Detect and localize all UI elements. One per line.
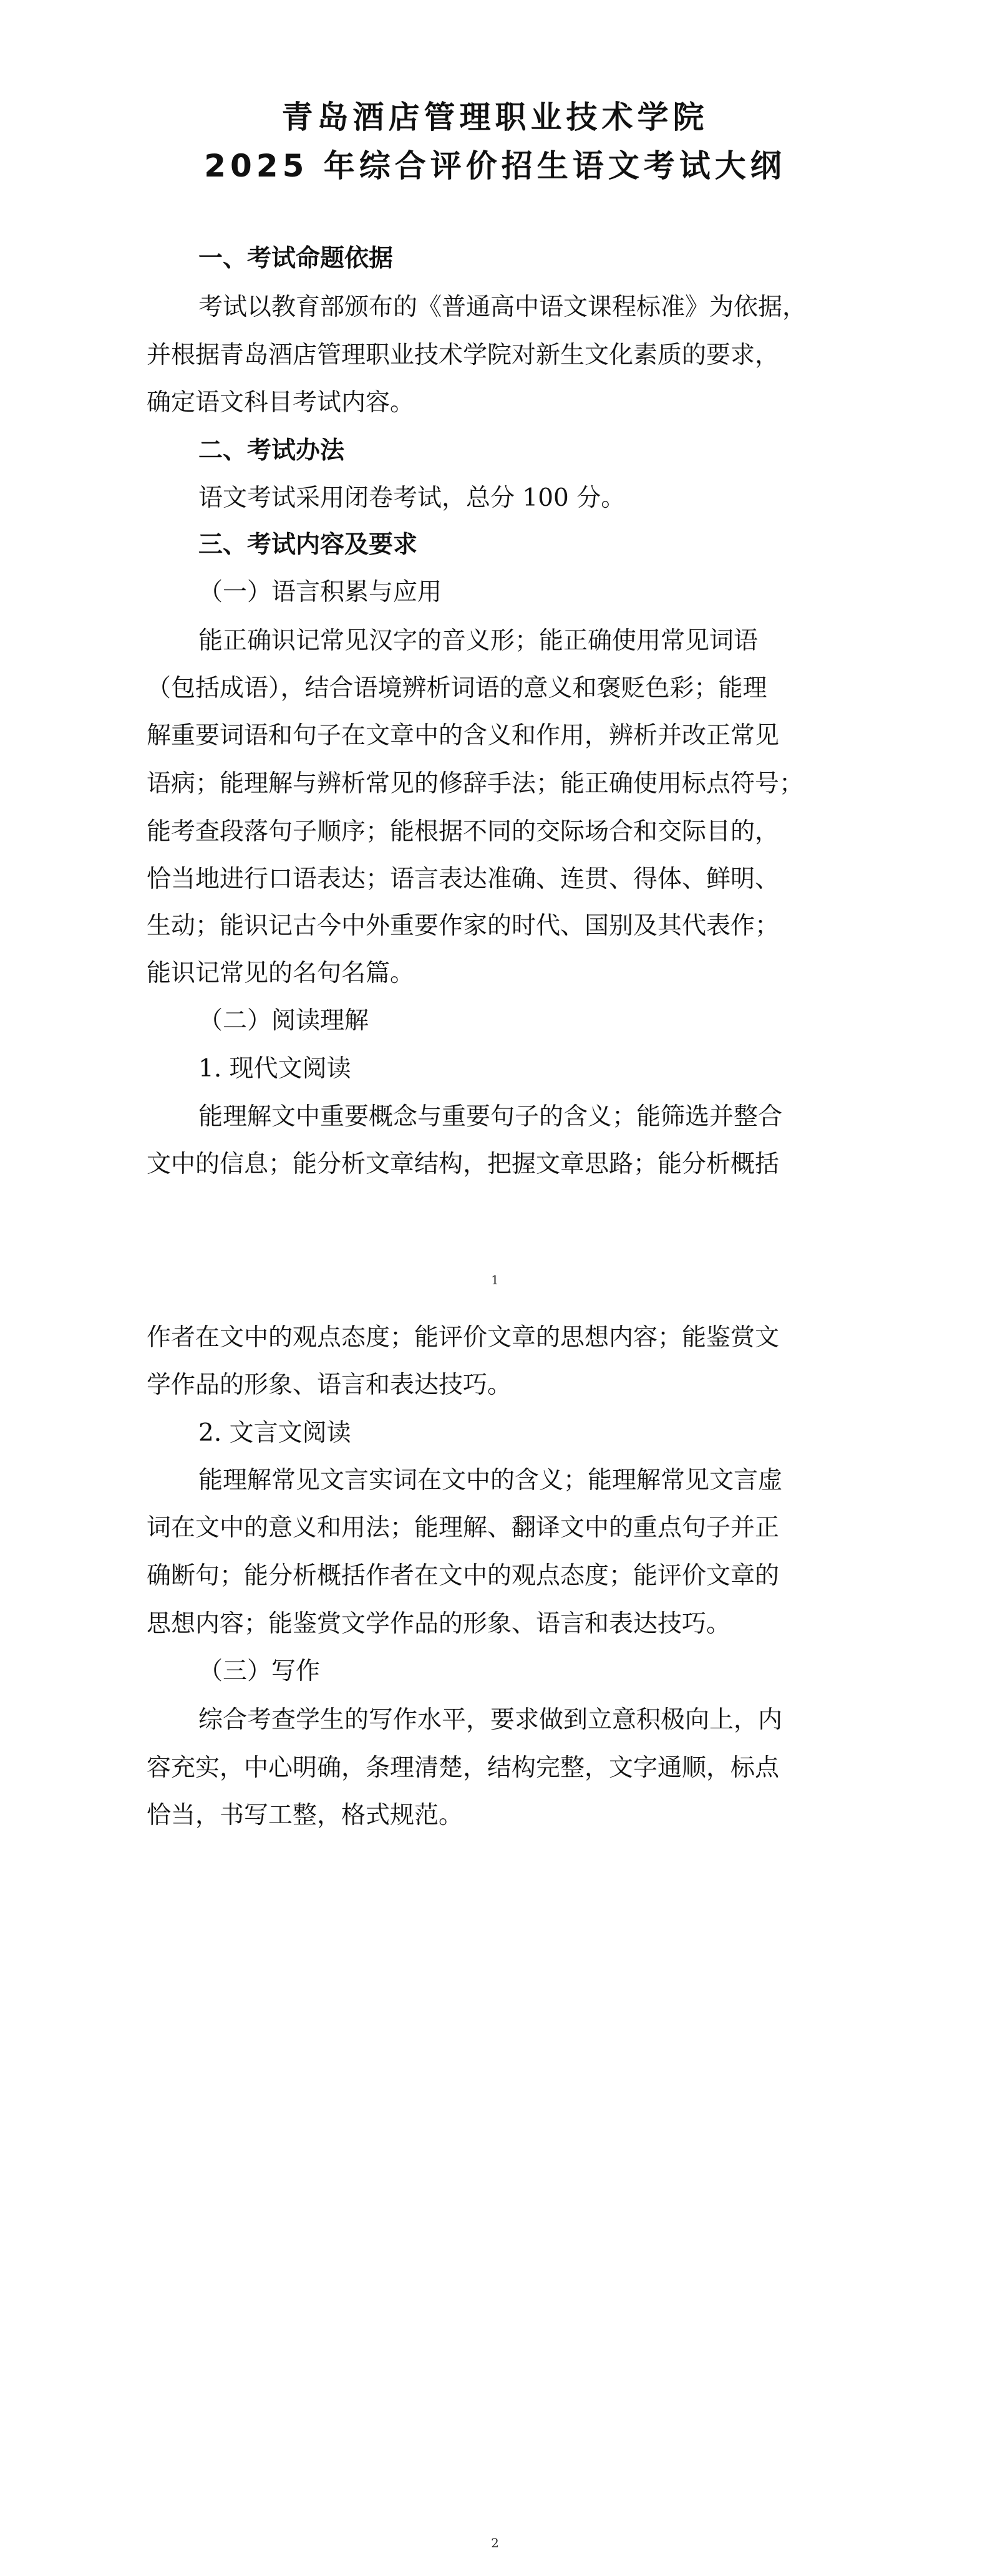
- subsection-1-line: 解重要词语和句子在文章中的含义和作用，辨析并改正常见: [147, 722, 780, 750]
- item-2-line: 确断句；能分析概括作者在文中的观点态度；能评价文章的: [147, 1562, 780, 1590]
- subsection-1-heading: （一）语言积累与应用: [198, 578, 442, 606]
- subsection-3-line: 容充实，中心明确，条理清楚，结构完整，文字通顺，标点: [147, 1754, 780, 1782]
- subsection-1-line: 能识记常见的名句名篇。: [147, 959, 415, 987]
- section-3-heading: 三、考试内容及要求: [198, 531, 418, 559]
- item-2-line: 词在文中的意义和用法；能理解、翻译文中的重点句子并正: [147, 1514, 780, 1542]
- subsection-1-line: 恰当地进行口语表达；语言表达准确、连贯、得体、鲜明、: [147, 865, 780, 893]
- item-1-line: 作者在文中的观点态度；能评价文章的思想内容；能鉴赏文: [147, 1324, 780, 1352]
- subsection-1-line: （包括成语），结合语境辨析词语的意义和褒贬色彩；能理: [147, 674, 767, 702]
- section-1-line: 并根据青岛酒店管理职业技术学院对新生文化素质的要求，: [147, 341, 780, 369]
- subsection-1-line: 能正确识记常见汉字的音义形；能正确使用常见词语: [198, 627, 759, 655]
- document-title-line-2: 2025 年综合评价招生语文考试大纲: [204, 148, 786, 184]
- section-1-heading: 一、考试命题依据: [198, 245, 394, 273]
- item-1-line: 学作品的形象、语言和表达技巧。: [147, 1371, 512, 1399]
- item-2-label: 2. 文言文阅读: [198, 1419, 351, 1447]
- page-number: 1: [491, 1272, 499, 1287]
- subsection-3-heading: （三）写作: [198, 1657, 321, 1685]
- section-2-heading: 二、考试办法: [198, 437, 345, 465]
- item-2-line: 能理解常见文言实词在文中的含义；能理解常见文言虚: [198, 1466, 783, 1494]
- item-2-line: 思想内容；能鉴赏文学作品的形象、语言和表达技巧。: [147, 1610, 731, 1638]
- document-title-line-1: 青岛酒店管理职业技术学院: [281, 99, 709, 135]
- item-1-line: 文中的信息；能分析文章结构，把握文章思路；能分析概括: [147, 1150, 780, 1178]
- subsection-3-line: 综合考查学生的写作水平，要求做到立意积极向上，内: [198, 1706, 783, 1734]
- section-2-line: 语文考试采用闭卷考试，总分 100 分。: [198, 484, 626, 512]
- subsection-2-heading: （二）阅读理解: [198, 1007, 369, 1035]
- section-1-line: 确定语文科目考试内容。: [147, 389, 415, 417]
- section-1-line: 考试以教育部颁布的《普通高中语文课程标准》为依据，: [198, 293, 807, 321]
- page-number: 2: [491, 2535, 499, 2550]
- subsection-3-line: 恰当，书写工整，格式规范。: [147, 1801, 463, 1829]
- item-1-label: 1. 现代文阅读: [198, 1055, 351, 1083]
- subsection-1-line: 语病；能理解与辨析常见的修辞手法；能正确使用标点符号；: [147, 770, 804, 798]
- subsection-1-line: 生动；能识记古今中外重要作家的时代、国别及其代表作；: [147, 912, 780, 940]
- subsection-1-line: 能考查段落句子顺序；能根据不同的交际场合和交际目的，: [147, 818, 780, 846]
- item-1-line: 能理解文中重要概念与重要句子的含义；能筛选并整合: [198, 1103, 783, 1131]
- page-2: [0, 1288, 990, 2576]
